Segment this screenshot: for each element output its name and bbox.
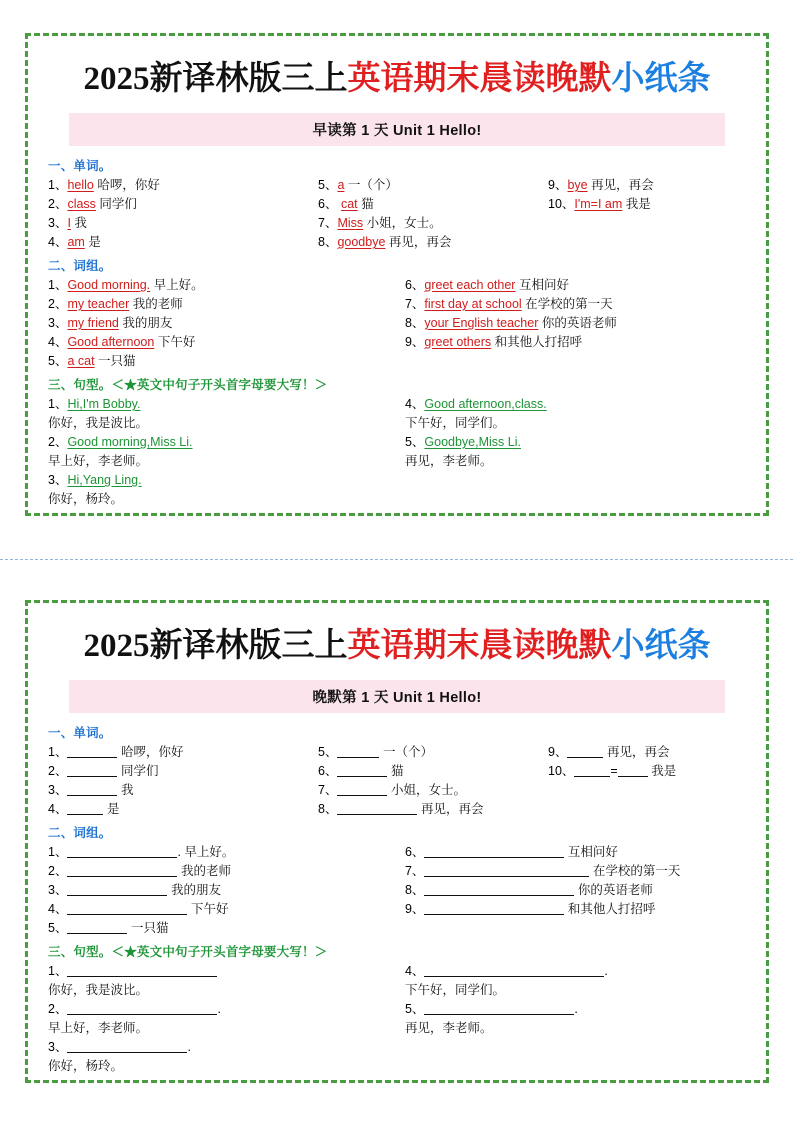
blank-line[interactable] [424, 844, 564, 858]
list-item: 1、 . 早上好。 [48, 845, 235, 859]
bottom-sentences-heading: 三、句型。＜★英文中句子开头首字母要大写！＞ [48, 945, 328, 959]
blank-line[interactable] [67, 863, 177, 877]
top-phrases-block [48, 276, 752, 371]
list-item: 3、 我的朋友 [48, 883, 221, 897]
blank-line[interactable] [574, 763, 610, 777]
list-item-translation: 你好，杨玲。 [48, 492, 124, 506]
list-item: 9、greet others 和其他人打招呼 [404, 335, 583, 349]
page-divider [0, 559, 793, 560]
bottom-words-block [48, 743, 752, 819]
top-subtitle-bar: 早读第 1 天 Unit 1 Hello! [69, 113, 725, 146]
blank-line[interactable] [424, 963, 604, 977]
list-item: 10、 = 我是 [548, 764, 677, 778]
list-item: 8、goodbye 再见，再会 [318, 235, 452, 249]
top-sentences-col-2 [405, 395, 752, 509]
blank-line[interactable] [67, 801, 103, 815]
top-words-col-3 [548, 176, 748, 252]
list-item: 3、my friend 我的朋友 [48, 316, 173, 330]
list-item-translation: 早上好，李老师。 [48, 454, 149, 468]
list-item-translation: 你好，我是波比。 [48, 983, 149, 997]
list-item: 5、 一只猫 [48, 921, 169, 935]
bottom-words-col-3 [548, 743, 748, 819]
list-item: 9、bye 再见，再会 [548, 178, 654, 192]
list-item: 5、a cat 一只猫 [48, 354, 136, 368]
evening-dictation-card [25, 600, 769, 1083]
blank-line[interactable] [424, 863, 589, 877]
blank-line[interactable] [337, 801, 417, 815]
blank-line[interactable] [67, 782, 117, 796]
title-part-2: 英语期末晨读晚默 [347, 61, 612, 97]
bottom-sentences-col-1 [48, 962, 405, 1076]
bottom-sentences-block [48, 962, 752, 1076]
list-item: 2、 同学们 [48, 764, 159, 778]
top-sentences-heading: 三、句型。＜★英文中句子开头首字母要大写！＞ [48, 378, 328, 392]
top-words-block [48, 176, 752, 252]
list-item: 2、my teacher 我的老师 [48, 297, 183, 311]
bottom-subtitle-bar: 晚默第 1 天 Unit 1 Hello! [69, 680, 725, 713]
blank-line[interactable] [67, 1001, 217, 1015]
list-item: 1、Hi,I'm Bobby. [48, 397, 141, 411]
list-item: 5、Goodbye,Miss Li. [404, 435, 521, 449]
bottom-phrases-col-1 [48, 843, 405, 938]
list-item: 8、 再见，再会 [318, 802, 484, 816]
list-item: 4、am 是 [48, 235, 101, 249]
blank-line[interactable] [337, 744, 379, 758]
blank-line[interactable] [67, 744, 117, 758]
list-item: 2、class 同学们 [48, 197, 137, 211]
blank-line[interactable] [337, 782, 387, 796]
bottom-phrases-block [48, 843, 752, 938]
bottom-phrases-col-2 [405, 843, 752, 938]
list-item: 2、 我的老师 [48, 864, 231, 878]
list-item: 1、 [48, 962, 405, 980]
title-part-3: 小纸条 [611, 61, 711, 97]
list-item: 7、 在学校的第一天 [404, 864, 681, 878]
list-item: 7、 小姐，女士。 [318, 783, 466, 797]
title-part-3: 小纸条 [611, 628, 711, 664]
page-title-2 [42, 619, 752, 666]
list-item-translation: 下午好，同学们。 [404, 416, 505, 430]
list-item: 6、 猫 [318, 764, 404, 778]
title-part-1: 2025新译林版三上 [83, 628, 348, 664]
list-item: 2、Good morning,Miss Li. [48, 435, 193, 449]
list-item: 8、your English teacher 你的英语老师 [404, 316, 617, 330]
list-item: 6、 cat 猫 [318, 197, 374, 211]
list-item: 3、 我 [48, 783, 134, 797]
top-words-col-2 [318, 176, 548, 252]
blank-line[interactable] [67, 882, 167, 896]
bottom-words-heading: 一、单词。 [48, 726, 112, 740]
list-item: 9、 再见，再会 [548, 745, 670, 759]
list-item-translation: 再见，李老师。 [404, 1021, 493, 1035]
list-item: 4、Good afternoon 下午好 [48, 335, 196, 349]
list-item: 7、Miss 小姐，女士。 [318, 216, 442, 230]
list-item: 4、 是 [48, 802, 120, 816]
list-item: 3、Hi,Yang Ling. [48, 473, 142, 487]
list-item: 5、 一（个） [318, 745, 433, 759]
top-sentences-col-1 [48, 395, 405, 509]
bottom-phrases-heading: 二、词组。 [48, 826, 112, 840]
blank-line[interactable] [67, 763, 117, 777]
list-item: 5、a 一（个） [318, 178, 398, 192]
list-item-translation: 你好，我是波比。 [48, 416, 149, 430]
blank-line[interactable] [67, 1039, 187, 1053]
blank-line[interactable] [67, 963, 217, 977]
bottom-sentences-col-2 [405, 962, 752, 1076]
list-item: 5、 . [404, 1002, 578, 1016]
blank-line[interactable] [67, 844, 177, 858]
list-item: 6、greet each other 互相问好 [404, 278, 569, 292]
list-item: 4、Good afternoon,class. [404, 397, 547, 411]
title-part-2: 英语期末晨读晚默 [347, 628, 612, 664]
top-words-heading: 一、单词。 [48, 159, 112, 173]
list-item: 2、 . [48, 1002, 221, 1016]
bottom-words-col-2 [318, 743, 548, 819]
list-item: 6、 互相问好 [404, 845, 618, 859]
blank-line[interactable] [424, 1001, 574, 1015]
page-title [42, 52, 752, 99]
list-item-translation: 早上好，李老师。 [48, 1021, 149, 1035]
title-part-1: 2025新译林版三上 [83, 61, 348, 97]
blank-line[interactable] [618, 763, 648, 777]
list-item: 8、 你的英语老师 [404, 883, 653, 897]
list-item-translation: 你好，杨玲。 [48, 1059, 124, 1073]
top-sentences-block [48, 395, 752, 509]
blank-line[interactable] [67, 920, 127, 934]
list-item: 7、first day at school 在学校的第一天 [404, 297, 613, 311]
list-item: 4、 下午好 [48, 902, 229, 916]
list-item-translation: 下午好，同学们。 [404, 983, 505, 997]
list-item-translation: 再见，李老师。 [404, 454, 493, 468]
top-phrases-col-2 [405, 276, 752, 371]
morning-reading-card [25, 33, 769, 516]
list-item: 10、I'm=I am 我是 [548, 197, 651, 211]
list-item: 1、hello 哈啰，你好 [48, 178, 160, 192]
list-item: 3、 . [48, 1040, 191, 1054]
list-item: 1、Good morning. 早上好。 [48, 278, 204, 292]
top-phrases-heading: 二、词组。 [48, 259, 112, 273]
blank-line[interactable] [337, 763, 387, 777]
list-item: 3、I 我 [48, 216, 87, 230]
blank-line[interactable] [424, 901, 564, 915]
list-item: 9、 和其他人打招呼 [404, 902, 656, 916]
list-item: 1、 哈啰，你好 [48, 745, 184, 759]
blank-line[interactable] [567, 744, 603, 758]
top-phrases-col-1 [48, 276, 405, 371]
top-words-col-1 [48, 176, 318, 252]
blank-line[interactable] [424, 882, 574, 896]
bottom-words-col-1 [48, 743, 318, 819]
list-item: 4、 . [404, 964, 608, 978]
blank-line[interactable] [67, 901, 187, 915]
